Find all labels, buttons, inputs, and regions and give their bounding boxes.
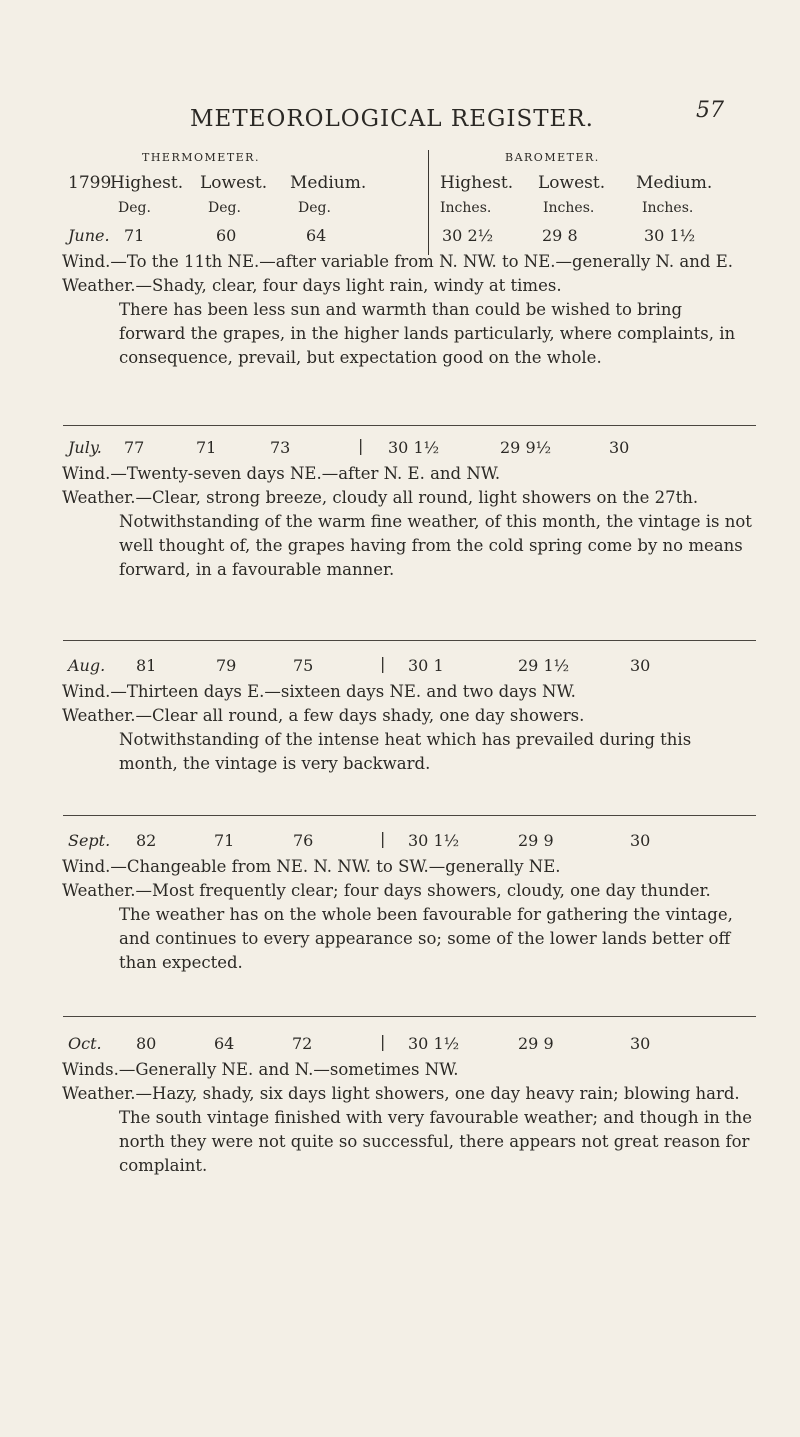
thermometer-heading: THERMOMETER. [142, 151, 260, 164]
year-label: 1799 [68, 173, 112, 193]
wind-text: Wind.—Thirteen days E.—sixteen days NE. and two days NW. [62, 682, 576, 701]
thermo-medium: 72 [292, 1034, 313, 1053]
thermo-highest: 80 [136, 1034, 157, 1053]
month-label: July. [68, 438, 102, 457]
month-label: Sept. [68, 831, 111, 850]
wind-text: Wind.—Changeable from NE. N. NW. to SW.—generally NE. [62, 857, 561, 876]
thermo-unit-highest: Deg. [118, 200, 151, 216]
baro-medium: 30 [609, 438, 630, 457]
page-number: 57 [696, 98, 724, 123]
baro-lowest: 29 8 [542, 226, 578, 245]
baro-col-highest: Highest. [440, 173, 514, 193]
month-rule [63, 640, 756, 641]
baro-lowest: 29 9 [518, 831, 554, 850]
thermo-unit-medium: Deg. [298, 200, 331, 216]
weather-text: Weather.—Clear, strong breeze, cloudy all round, light showers on the 27th. [62, 488, 699, 507]
month-rule [63, 425, 756, 426]
weather-text: Weather.—Hazy, shady, six days light showers, one day heavy rain; blowing hard. [62, 1084, 740, 1103]
baro-medium: 30 [630, 1034, 651, 1053]
thermo-medium: 64 [306, 226, 327, 245]
baro-highest: 30 1 [408, 656, 444, 675]
vintage-note: Notwithstanding of the intense heat which has prevailed during this month, the vintage is very backward. [119, 730, 692, 773]
vintage-note: Notwithstanding of the warm fine weather, of this month, the vintage is not well thought of, the grapes having from the cold spring come by no means forward, in a favourable manner. [119, 512, 752, 579]
weather-text: Weather.—Clear all round, a few days shady, one day showers. [62, 706, 585, 725]
month-label: Oct. [68, 1034, 102, 1053]
wind-entry [62, 1058, 752, 1178]
month-rule [63, 815, 756, 816]
barometer-heading: BAROMETER. [505, 151, 600, 164]
vintage-note: The weather has on the whole been favourable for gathering the vintage, and continues to every appearance so; some of the lower lands better off than expected. [119, 905, 733, 972]
month-label: June. [68, 226, 110, 245]
page-header: METEOROLOGICAL REGISTER. [190, 106, 594, 132]
baro-lowest: 29 1½ [518, 656, 570, 675]
baro-lowest: 29 9½ [500, 438, 552, 457]
month-label: Aug. [68, 656, 106, 675]
thermo-lowest: 79 [216, 656, 237, 675]
baro-unit-lowest: Inches. [543, 200, 595, 216]
thermo-highest: 82 [136, 831, 157, 850]
thermo-medium: 75 [293, 656, 314, 675]
baro-unit-highest: Inches. [440, 200, 492, 216]
row-separator: | [380, 829, 386, 848]
wind-text: Wind.—To the 11th NE.—after variable from N. NW. to NE.—generally N. and E. [62, 252, 733, 271]
wind-entry [62, 250, 752, 370]
weather-text: Weather.—Most frequently clear; four days showers, cloudy, one day thunder. [62, 881, 711, 900]
thermo-unit-lowest: Deg. [208, 200, 241, 216]
baro-highest: 30 1½ [408, 1034, 460, 1053]
month-rule [63, 1016, 756, 1017]
baro-highest: 30 1½ [388, 438, 440, 457]
baro-medium: 30 [630, 656, 651, 675]
weather-text: Weather.—Shady, clear, four days light rain, windy at times. [62, 276, 562, 295]
row-separator: | [380, 1032, 386, 1051]
vintage-note: The south vintage finished with very favourable weather; and though in the north they were not quite so successful, there appears not great reason for complaint. [119, 1108, 752, 1175]
thermo-col-medium: Medium. [290, 173, 367, 193]
baro-medium: 30 1½ [644, 226, 696, 245]
baro-highest: 30 2½ [442, 226, 494, 245]
thermo-medium: 73 [270, 438, 291, 457]
thermo-lowest: 60 [216, 226, 237, 245]
thermo-medium: 76 [293, 831, 314, 850]
thermo-highest: 77 [124, 438, 145, 457]
wind-entry [62, 680, 752, 776]
wind-entry [62, 855, 752, 975]
thermo-col-highest: Highest. [110, 173, 184, 193]
wind-entry [62, 462, 752, 582]
thermo-lowest: 64 [214, 1034, 235, 1053]
column-divider [428, 150, 429, 255]
baro-lowest: 29 9 [518, 1034, 554, 1053]
vintage-note: There has been less sun and warmth than could be wished to bring forward the grapes, in the higher lands particularly, where complaints, in consequence, prevail, but expectation good on the whole. [119, 300, 736, 367]
row-separator: | [380, 654, 386, 673]
wind-text: Winds.—Generally NE. and N.—sometimes NW. [62, 1060, 459, 1079]
baro-unit-medium: Inches. [642, 200, 694, 216]
thermo-col-lowest: Lowest. [200, 173, 268, 193]
thermo-lowest: 71 [214, 831, 235, 850]
baro-col-lowest: Lowest. [538, 173, 606, 193]
wind-text: Wind.—Twenty-seven days NE.—after N. E. and NW. [62, 464, 501, 483]
thermo-lowest: 71 [196, 438, 217, 457]
thermo-highest: 71 [124, 226, 145, 245]
thermo-highest: 81 [136, 656, 157, 675]
baro-col-medium: Medium. [636, 173, 713, 193]
baro-highest: 30 1½ [408, 831, 460, 850]
baro-medium: 30 [630, 831, 651, 850]
row-separator: | [358, 436, 364, 455]
